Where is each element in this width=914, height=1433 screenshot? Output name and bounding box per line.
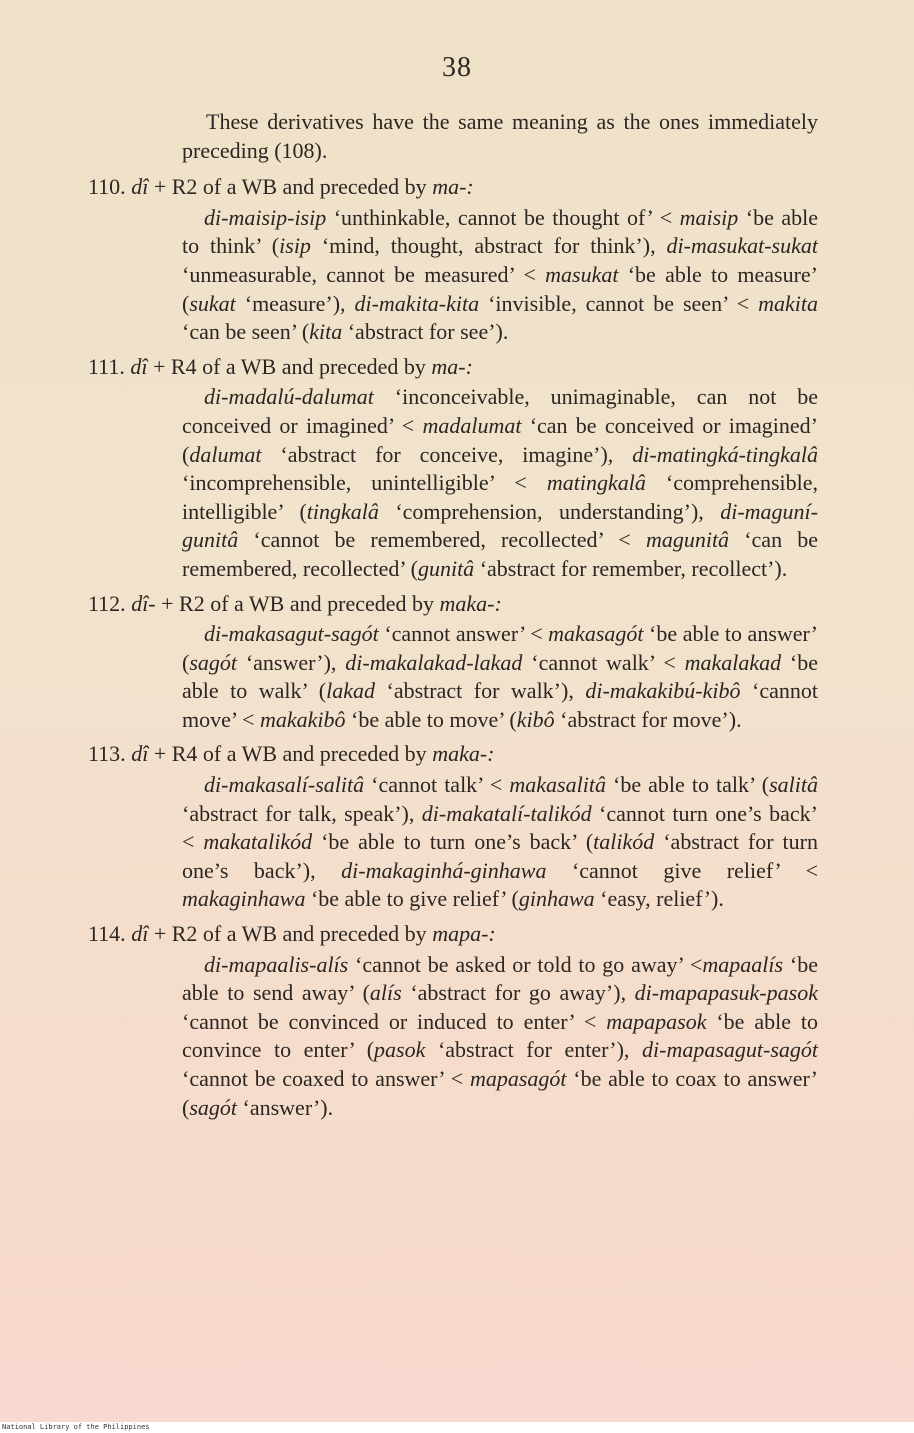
page-number: 38 (442, 52, 472, 83)
tagalog-term: makasalitâ (509, 772, 606, 798)
gloss-text: ‘cannot give relief’ < (546, 857, 818, 883)
entry-114 (88, 920, 818, 1122)
entry-body (182, 204, 818, 347)
tagalog-term: masukat (545, 261, 619, 287)
tagalog-term: tingkalâ (306, 498, 379, 524)
tagalog-term: di-maisip-isip (204, 204, 327, 230)
tagalog-term: di-makasagut-sagót (204, 621, 379, 647)
tagalog-term: di-maguní-gunitâ (182, 498, 818, 553)
tagalog-term: pasok (374, 1037, 426, 1063)
gloss-text: ‘cannot move’ < (182, 678, 818, 732)
gloss-text: ‘answer’), (237, 649, 346, 675)
tagalog-term: sagót (189, 649, 238, 675)
tagalog-term: matingkalâ (546, 470, 646, 496)
tagalog-term: di-makita-kita (354, 290, 480, 316)
entry-number: 113. (88, 741, 126, 767)
entry-number: 111. (88, 353, 125, 379)
tagalog-term: gunitâ (417, 555, 475, 581)
tagalog-term: di-mapasagut-sagót (642, 1037, 818, 1063)
entry-rule: + R2 of a WB and preceded by (148, 174, 433, 200)
tagalog-term: makakibô (259, 706, 346, 732)
gloss-text: ‘be able to turn one’s back’ ( (312, 829, 594, 855)
tagalog-term: makatalikód (203, 829, 313, 855)
entry-body (182, 951, 818, 1123)
gloss-text: ‘be able to give relief’ ( (305, 886, 519, 912)
entry-rule: + R2 of a WB and preceded by (148, 921, 433, 947)
tagalog-term: di-mapaalis-alís (204, 951, 349, 977)
gloss-text: ‘be able to talk’ ( (605, 772, 770, 798)
tagalog-term: di-matingká-tingkalâ (632, 441, 818, 467)
tagalog-term: di-masukat-sukat (666, 233, 818, 259)
tagalog-term: di-makatalí-talikód (421, 800, 592, 826)
entry-base-word: dî (131, 741, 149, 767)
intro-paragraph: These derivatives have the same meaning as the ones immediately preceding (108). (182, 109, 818, 163)
entry-list (88, 173, 818, 1122)
gloss-text: ‘cannot talk’ < (364, 772, 510, 798)
gloss-text: ‘be able to walk’ ( (182, 649, 819, 704)
gloss-text: ‘cannot be asked or told to go away’ < (348, 951, 703, 977)
tagalog-term: kita (309, 319, 343, 345)
entry-110 (88, 173, 818, 347)
gloss-text: ‘be able to move’ ( (345, 706, 517, 732)
entry-prefix: ma-: (431, 353, 473, 379)
tagalog-term: talikód (593, 829, 655, 855)
tagalog-term: di-makalakad-lakad (345, 649, 523, 675)
entry-number: 110. (88, 174, 126, 200)
gloss-text: ‘be able to coax to answer’ ( (182, 1066, 818, 1120)
entry-number: 114. (88, 921, 126, 947)
gloss-text: ‘abstract for walk’), (374, 678, 586, 704)
tagalog-term: magunitâ (645, 527, 730, 553)
tagalog-term: makasagót (548, 621, 644, 647)
entry-prefix: maka-: (439, 590, 502, 616)
entry-body (182, 383, 818, 583)
tagalog-term: di-mapapasuk-pasok (634, 980, 818, 1006)
tagalog-term: di-makakibú-kibô (585, 678, 741, 704)
tagalog-term: salitâ (769, 772, 818, 798)
entry-base-word: dî (131, 921, 149, 947)
gloss-text: ‘can be conceived or imagined’ ( (182, 412, 818, 467)
entry-base-word: dî (130, 353, 148, 379)
tagalog-term: ginhawa (518, 886, 595, 912)
entry-heading (88, 590, 818, 619)
gloss-text: ‘abstract for go away’), (401, 980, 635, 1006)
page-content (88, 108, 818, 1128)
entry-rule: + R4 of a WB and preceded by (148, 741, 433, 767)
tagalog-term: kibô (516, 706, 555, 732)
tagalog-term: di-madalú-dalumat (204, 384, 374, 410)
tagalog-term: isip (279, 233, 311, 259)
tagalog-term: di-makasalí-salitâ (204, 772, 365, 798)
gloss-text: ‘be able to think’ ( (182, 204, 819, 259)
entry-base-word: dî- (131, 590, 156, 616)
gloss-text: ‘cannot turn one’s back’ < (182, 800, 818, 855)
gloss-text: ‘measure’), (235, 290, 355, 316)
tagalog-term: maisip (679, 204, 739, 230)
tagalog-term: alís (369, 980, 402, 1006)
tagalog-term: mapasagót (469, 1066, 567, 1091)
tagalog-term: mapaalís (702, 951, 784, 977)
gloss-text: ‘abstract for enter’), (425, 1037, 642, 1063)
gloss-text: ‘comprehensible, intelligible’ ( (182, 470, 818, 524)
tagalog-term: sagót (189, 1094, 238, 1120)
gloss-text: ‘can be seen’ ( (182, 319, 310, 345)
entry-113 (88, 740, 818, 914)
gloss-text: ‘unmeasurable, cannot be measured’ < (182, 261, 546, 287)
tagalog-term: dalumat (189, 441, 262, 467)
gloss-text: ‘abstract for move’). (554, 706, 742, 732)
gloss-text: ‘easy, relief’). (594, 886, 724, 912)
gloss-text: ‘inconceivable, unimaginable, can not be conceived or imagined’ < (182, 384, 818, 438)
gloss-text: ‘be able to answer’ ( (182, 621, 818, 675)
entry-prefix: maka-: (432, 741, 495, 767)
tagalog-term: makaginhawa (182, 886, 306, 912)
entry-number: 112. (88, 590, 126, 616)
gloss-text: ‘cannot be convinced or induced to enter’ < (182, 1008, 607, 1034)
gloss-text: ‘abstract for remember, recollect’). (474, 555, 788, 581)
tagalog-term: mapapasok (606, 1008, 707, 1034)
gloss-text: ‘mind, thought, abstract for think’), (310, 233, 667, 259)
entry-prefix: ma-: (432, 174, 474, 200)
gloss-text: ‘can be remembered, recollected’ ( (182, 527, 818, 581)
entry-heading (88, 173, 818, 202)
gloss-text: ‘incomprehensible, unintelligible’ < (182, 470, 547, 496)
entry-body (182, 771, 818, 914)
tagalog-term: makita (758, 290, 818, 316)
tagalog-term: lakad (326, 678, 375, 704)
entry-111 (88, 353, 818, 584)
tagalog-term: di-makaginhá-ginhawa (341, 857, 547, 883)
gloss-text: ‘cannot answer’ < (378, 621, 549, 647)
gloss-text: ‘be able to convince to enter’ ( (182, 1008, 818, 1063)
gloss-text: ‘abstract for see’). (342, 319, 509, 345)
gloss-text: ‘invisible, cannot be seen’ < (479, 290, 759, 316)
entry-body (182, 620, 818, 734)
entry-prefix: mapa-: (432, 921, 496, 947)
entry-112 (88, 590, 818, 735)
gloss-text: ‘cannot walk’ < (522, 649, 685, 675)
tagalog-term: sukat (189, 290, 236, 316)
gloss-text: ‘abstract for talk, speak’), (182, 800, 422, 826)
entry-rule: + R4 of a WB and preceded by (147, 353, 432, 379)
entry-heading (88, 920, 818, 949)
tagalog-term: makalakad (684, 649, 782, 675)
gloss-text: ‘be able to measure’ ( (182, 261, 818, 316)
entry-heading (88, 353, 818, 382)
gloss-text: ‘unthinkable, cannot be thought of’ < (326, 204, 680, 230)
tagalog-term: madalumat (422, 412, 522, 438)
gloss-text: ‘cannot be remembered, recollected’ < (238, 527, 646, 553)
gloss-text: ‘comprehension, understanding’), (378, 498, 721, 524)
gloss-text: ‘cannot be coaxed to answer’ < (182, 1066, 470, 1091)
entry-heading (88, 740, 818, 769)
gloss-text: ‘abstract for turn one’s back’), (182, 829, 818, 883)
gloss-text: ‘be able to send away’ ( (182, 951, 818, 1006)
footer-attribution: National Library of the Philippines (0, 1422, 914, 1433)
gloss-text: ‘answer’). (237, 1094, 334, 1120)
entry-rule: + R2 of a WB and preceded by (155, 590, 440, 616)
gloss-text: ‘abstract for conceive, imagine’), (261, 441, 633, 467)
entry-base-word: dî (131, 174, 149, 200)
